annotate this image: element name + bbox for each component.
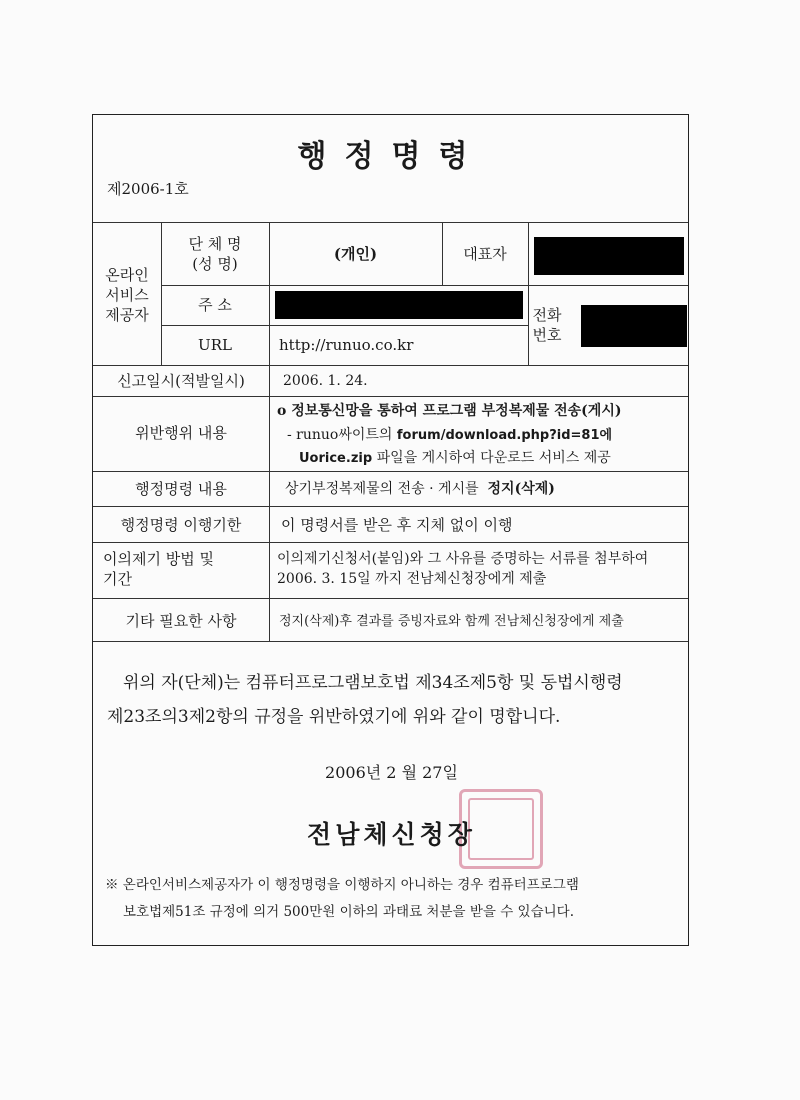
divider bbox=[269, 222, 270, 641]
order-document bbox=[92, 114, 689, 946]
phone-label: 전화 번호 bbox=[532, 306, 562, 344]
violation-label: 위반행위 내용 bbox=[135, 424, 227, 442]
issuer-name: 전남체신청장 bbox=[307, 820, 476, 849]
violation-line1: o 정보통신망을 통하여 프로그램 부정복제물 전송(게시) bbox=[277, 403, 622, 419]
deadline-value: 이 명령서를 받은 후 지체 없이 이행 bbox=[281, 516, 513, 534]
divider bbox=[161, 325, 528, 326]
divider bbox=[161, 285, 688, 286]
divider bbox=[93, 365, 688, 366]
divider bbox=[93, 506, 688, 507]
divider bbox=[93, 542, 688, 543]
representative-redaction bbox=[534, 237, 684, 275]
violation-line2: - runuo싸이트의 forum/download.php?id=81에 bbox=[287, 427, 613, 443]
other-label: 기타 필요한 사항 bbox=[125, 612, 237, 630]
divider bbox=[93, 641, 688, 642]
other-value: 정지(삭제)후 결과를 증빙자료와 함께 전남체신청장에게 제출 bbox=[279, 614, 624, 629]
name-value: (개인) bbox=[333, 245, 378, 263]
report-date-label: 신고일시(적발일시) bbox=[117, 372, 245, 390]
objection-label: 이의제기 방법 및 기간 bbox=[103, 550, 214, 588]
representative-label: 대표자 bbox=[463, 245, 507, 263]
document-title: 행정명령 bbox=[297, 139, 486, 174]
address-redaction bbox=[275, 291, 523, 319]
divider bbox=[93, 471, 688, 472]
document-number: 제2006-1호 bbox=[107, 180, 189, 198]
phone-redaction bbox=[581, 305, 687, 347]
divider bbox=[93, 222, 688, 223]
report-date-value: 2006. 1. 24. bbox=[283, 373, 368, 389]
divider bbox=[93, 396, 688, 397]
violation-line3: Uorice.zip 파일을 게시하여 다운로드 서비스 제공 bbox=[299, 450, 611, 466]
url-value: http://runuo.co.kr bbox=[279, 336, 414, 354]
issue-date: 2006년 2 월 27일 bbox=[325, 763, 458, 782]
url-label: URL bbox=[198, 336, 232, 354]
objection-value: 이의제기신청서(붙임)와 그 사유를 증명하는 서류를 첨부하여 2006. 3. 15일 까지 전남체신청장에게 제출 bbox=[277, 551, 649, 587]
order-content-label: 행정명령 내용 bbox=[135, 480, 227, 498]
order-content-value: 상기부정복제물의 전송 · 게시를 정지(삭제) bbox=[285, 481, 555, 497]
note-line1: ※ 온라인서비스제공자가 이 행정명령을 이행하지 아니하는 경우 컴퓨터프로그램 bbox=[105, 877, 579, 893]
deadline-label: 행정명령 이행기한 bbox=[120, 516, 242, 534]
name-label: 단 체 명 (성 명) bbox=[188, 235, 242, 273]
body-line2: 제23조의3제2항의 규정을 위반하였기에 위와 같이 명합니다. bbox=[107, 707, 561, 727]
divider bbox=[93, 598, 688, 599]
body-line1: 위의 자(단체)는 컴퓨터프로그램보호법 제34조제5항 및 동법시행령 bbox=[123, 673, 623, 693]
note-line2: 보호법제51조 규정에 의거 500만원 이하의 과태료 처분을 받을 수 있습니다. bbox=[123, 904, 575, 920]
provider-label: 온라인 서비스 제공자 bbox=[105, 266, 149, 324]
address-label: 주 소 bbox=[198, 296, 232, 314]
